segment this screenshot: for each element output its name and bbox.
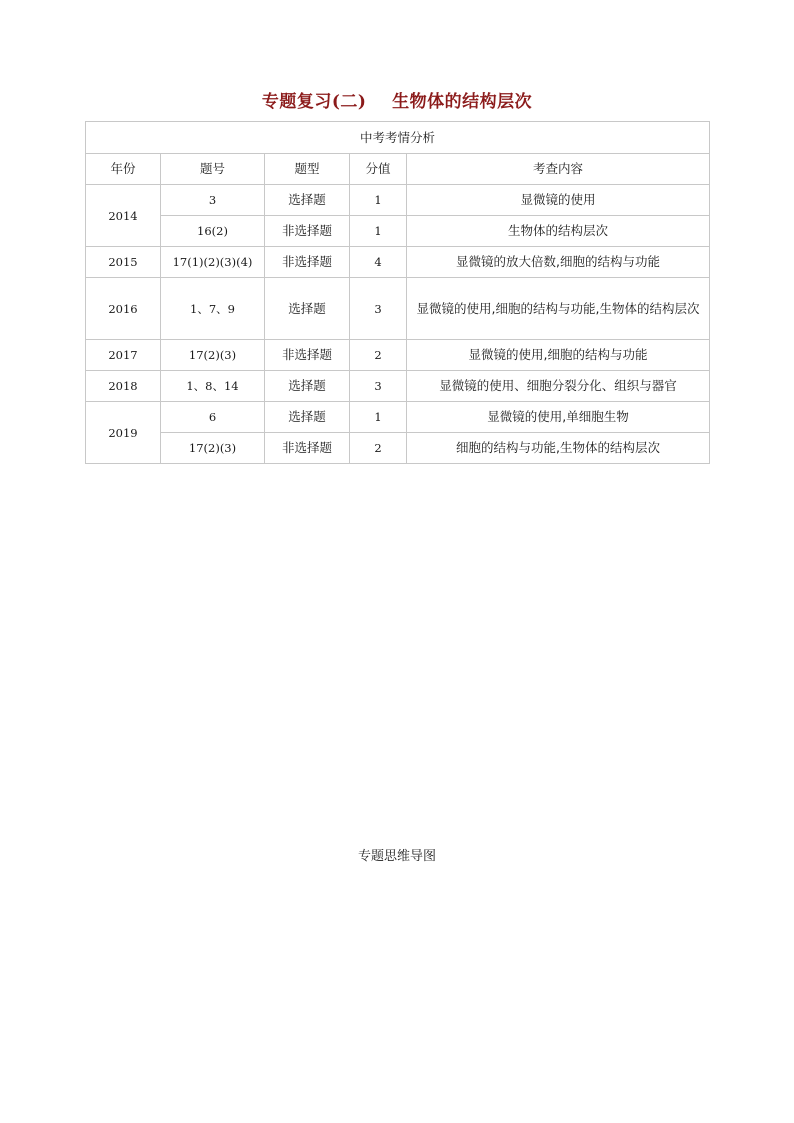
content-cell: 显微镜的使用,细胞的结构与功能,生物体的结构层次 — [407, 278, 710, 340]
year-cell: 2016 — [86, 278, 161, 340]
content-cell: 显微镜的使用,单细胞生物 — [407, 402, 710, 433]
number-cell: 3 — [161, 185, 265, 216]
number-cell: 16(2) — [161, 216, 265, 247]
score-cell: 3 — [350, 371, 407, 402]
header-number: 题号 — [161, 154, 265, 185]
table-caption: 中考考情分析 — [86, 122, 710, 154]
table-row — [86, 371, 710, 402]
score-cell: 3 — [350, 278, 407, 340]
header-year: 年份 — [86, 154, 161, 185]
year-cell: 2014 — [86, 185, 161, 247]
table-row — [86, 340, 710, 371]
type-cell: 选择题 — [265, 278, 350, 340]
year-cell: 2018 — [86, 371, 161, 402]
mindmap-heading: 专题思维导图 — [357, 849, 436, 864]
number-cell: 1、8、14 — [161, 371, 265, 402]
number-cell: 17(1)(2)(3)(4) — [161, 247, 265, 278]
table-row — [86, 278, 710, 340]
score-cell: 2 — [350, 340, 407, 371]
type-cell: 选择题 — [265, 402, 350, 433]
content-cell: 显微镜的使用,细胞的结构与功能 — [407, 340, 710, 371]
score-cell: 1 — [350, 216, 407, 247]
score-cell: 1 — [350, 185, 407, 216]
year-cell: 2019 — [86, 402, 161, 464]
header-type: 题型 — [265, 154, 350, 185]
content-cell: 显微镜的放大倍数,细胞的结构与功能 — [407, 247, 710, 278]
content-cell: 细胞的结构与功能,生物体的结构层次 — [407, 433, 710, 464]
score-cell: 1 — [350, 402, 407, 433]
exam-analysis-table — [85, 121, 710, 464]
type-cell: 非选择题 — [265, 340, 350, 371]
number-cell: 1、7、9 — [161, 278, 265, 340]
type-cell: 选择题 — [265, 371, 350, 402]
type-cell: 非选择题 — [265, 433, 350, 464]
year-cell: 2017 — [86, 340, 161, 371]
table-row — [86, 216, 710, 247]
table-row — [86, 247, 710, 278]
number-cell: 17(2)(3) — [161, 433, 265, 464]
content-cell: 显微镜的使用、细胞分裂分化、组织与器官 — [407, 371, 710, 402]
type-cell: 非选择题 — [265, 247, 350, 278]
table-header-row — [86, 154, 710, 185]
content-cell: 生物体的结构层次 — [407, 216, 710, 247]
table-row — [86, 402, 710, 433]
header-content: 考查内容 — [407, 154, 710, 185]
type-cell: 选择题 — [265, 185, 350, 216]
number-cell: 17(2)(3) — [161, 340, 265, 371]
type-cell: 非选择题 — [265, 216, 350, 247]
year-cell: 2015 — [86, 247, 161, 278]
page-title: 专题复习(二) 生物体的结构层次 — [261, 92, 533, 112]
score-cell: 2 — [350, 433, 407, 464]
score-cell: 4 — [350, 247, 407, 278]
number-cell: 6 — [161, 402, 265, 433]
table-row — [86, 185, 710, 216]
table-row — [86, 433, 710, 464]
header-score: 分值 — [350, 154, 407, 185]
content-cell: 显微镜的使用 — [407, 185, 710, 216]
